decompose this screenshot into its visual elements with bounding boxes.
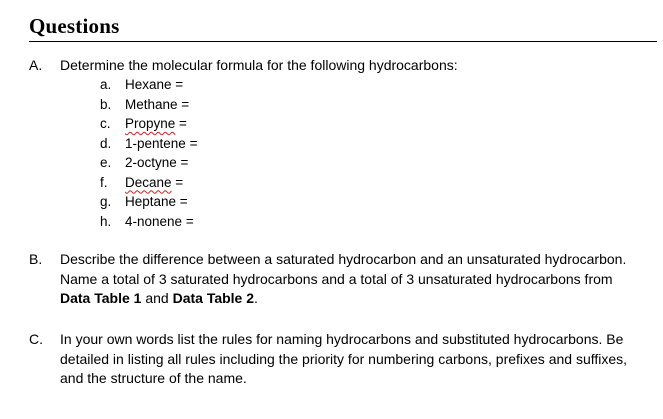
question-c-text: In your own words list the rules for naming hydrocarbons and substituted hydrocarbons. Be detailed in listing all rules including the priority for numbering carbons, prefixes and suffixes, and the structure of the name.	[60, 331, 628, 386]
question-b-marker: B.	[29, 251, 43, 267]
hydrocarbon-item-marker: h.	[100, 213, 112, 229]
hydrocarbon-name: Hexane	[125, 77, 172, 92]
hydrocarbon-item	[100, 153, 197, 173]
data-table-2-ref: Data Table 2	[172, 290, 255, 306]
hydrocarbon-item-marker: f.	[100, 174, 108, 190]
question-a	[29, 56, 636, 76]
equals-sign: =	[185, 135, 198, 151]
hydrocarbon-name: Methane	[125, 96, 178, 112]
hydrocarbon-item-marker: c.	[100, 116, 111, 131]
equals-sign: =	[176, 155, 189, 170]
hydrocarbon-name: 4-nonene	[125, 213, 183, 229]
hydrocarbon-name: 2-octyne	[125, 155, 177, 170]
hydrocarbon-item-marker: e.	[100, 155, 112, 170]
question-a-marker: A.	[29, 57, 43, 73]
hydrocarbon-name: Heptane	[125, 194, 177, 209]
hydrocarbon-name: Decane	[125, 174, 172, 190]
hydrocarbon-item	[100, 192, 197, 212]
hydrocarbon-item	[100, 95, 197, 115]
hydrocarbon-item-marker: b.	[100, 96, 112, 112]
equals-sign: =	[171, 174, 184, 190]
hydrocarbon-item-marker: g.	[100, 194, 112, 209]
hydrocarbon-item-marker: a.	[100, 77, 112, 92]
hydrocarbon-name: Propyne	[125, 116, 176, 131]
hydrocarbon-item-marker: d.	[100, 135, 112, 151]
equals-sign: =	[175, 116, 187, 131]
equals-sign: =	[182, 213, 194, 229]
hydrocarbon-item	[100, 75, 197, 95]
equals-sign: =	[177, 96, 190, 112]
hydrocarbon-item	[100, 114, 197, 134]
hydrocarbon-item	[100, 134, 197, 154]
equals-sign: =	[176, 194, 188, 209]
hydrocarbon-list	[100, 75, 197, 231]
question-c	[29, 330, 636, 389]
data-table-1-ref: Data Table 1	[60, 290, 142, 306]
question-c-marker: C.	[29, 331, 43, 347]
equals-sign: =	[171, 77, 184, 92]
question-a-text: Determine the molecular formula for the following hydrocarbons:	[60, 57, 458, 73]
question-b-text-part-3: .	[254, 290, 258, 306]
question-b-text	[60, 250, 636, 309]
question-b	[29, 250, 636, 309]
heading-divider	[29, 41, 657, 42]
hydrocarbon-item	[100, 173, 197, 193]
question-b-text-part-1: Describe the difference between a saturated hydrocarbon and an unsaturated hydrocarbon. Name a total of 3 saturated hydrocarbons and a total of 3 unsaturated hydrocarbons from	[60, 251, 627, 287]
page-title: Questions	[29, 14, 120, 38]
hydrocarbon-name: 1-pentene	[125, 135, 186, 151]
question-b-text-part-2: and	[141, 290, 173, 306]
hydrocarbon-item	[100, 212, 197, 232]
